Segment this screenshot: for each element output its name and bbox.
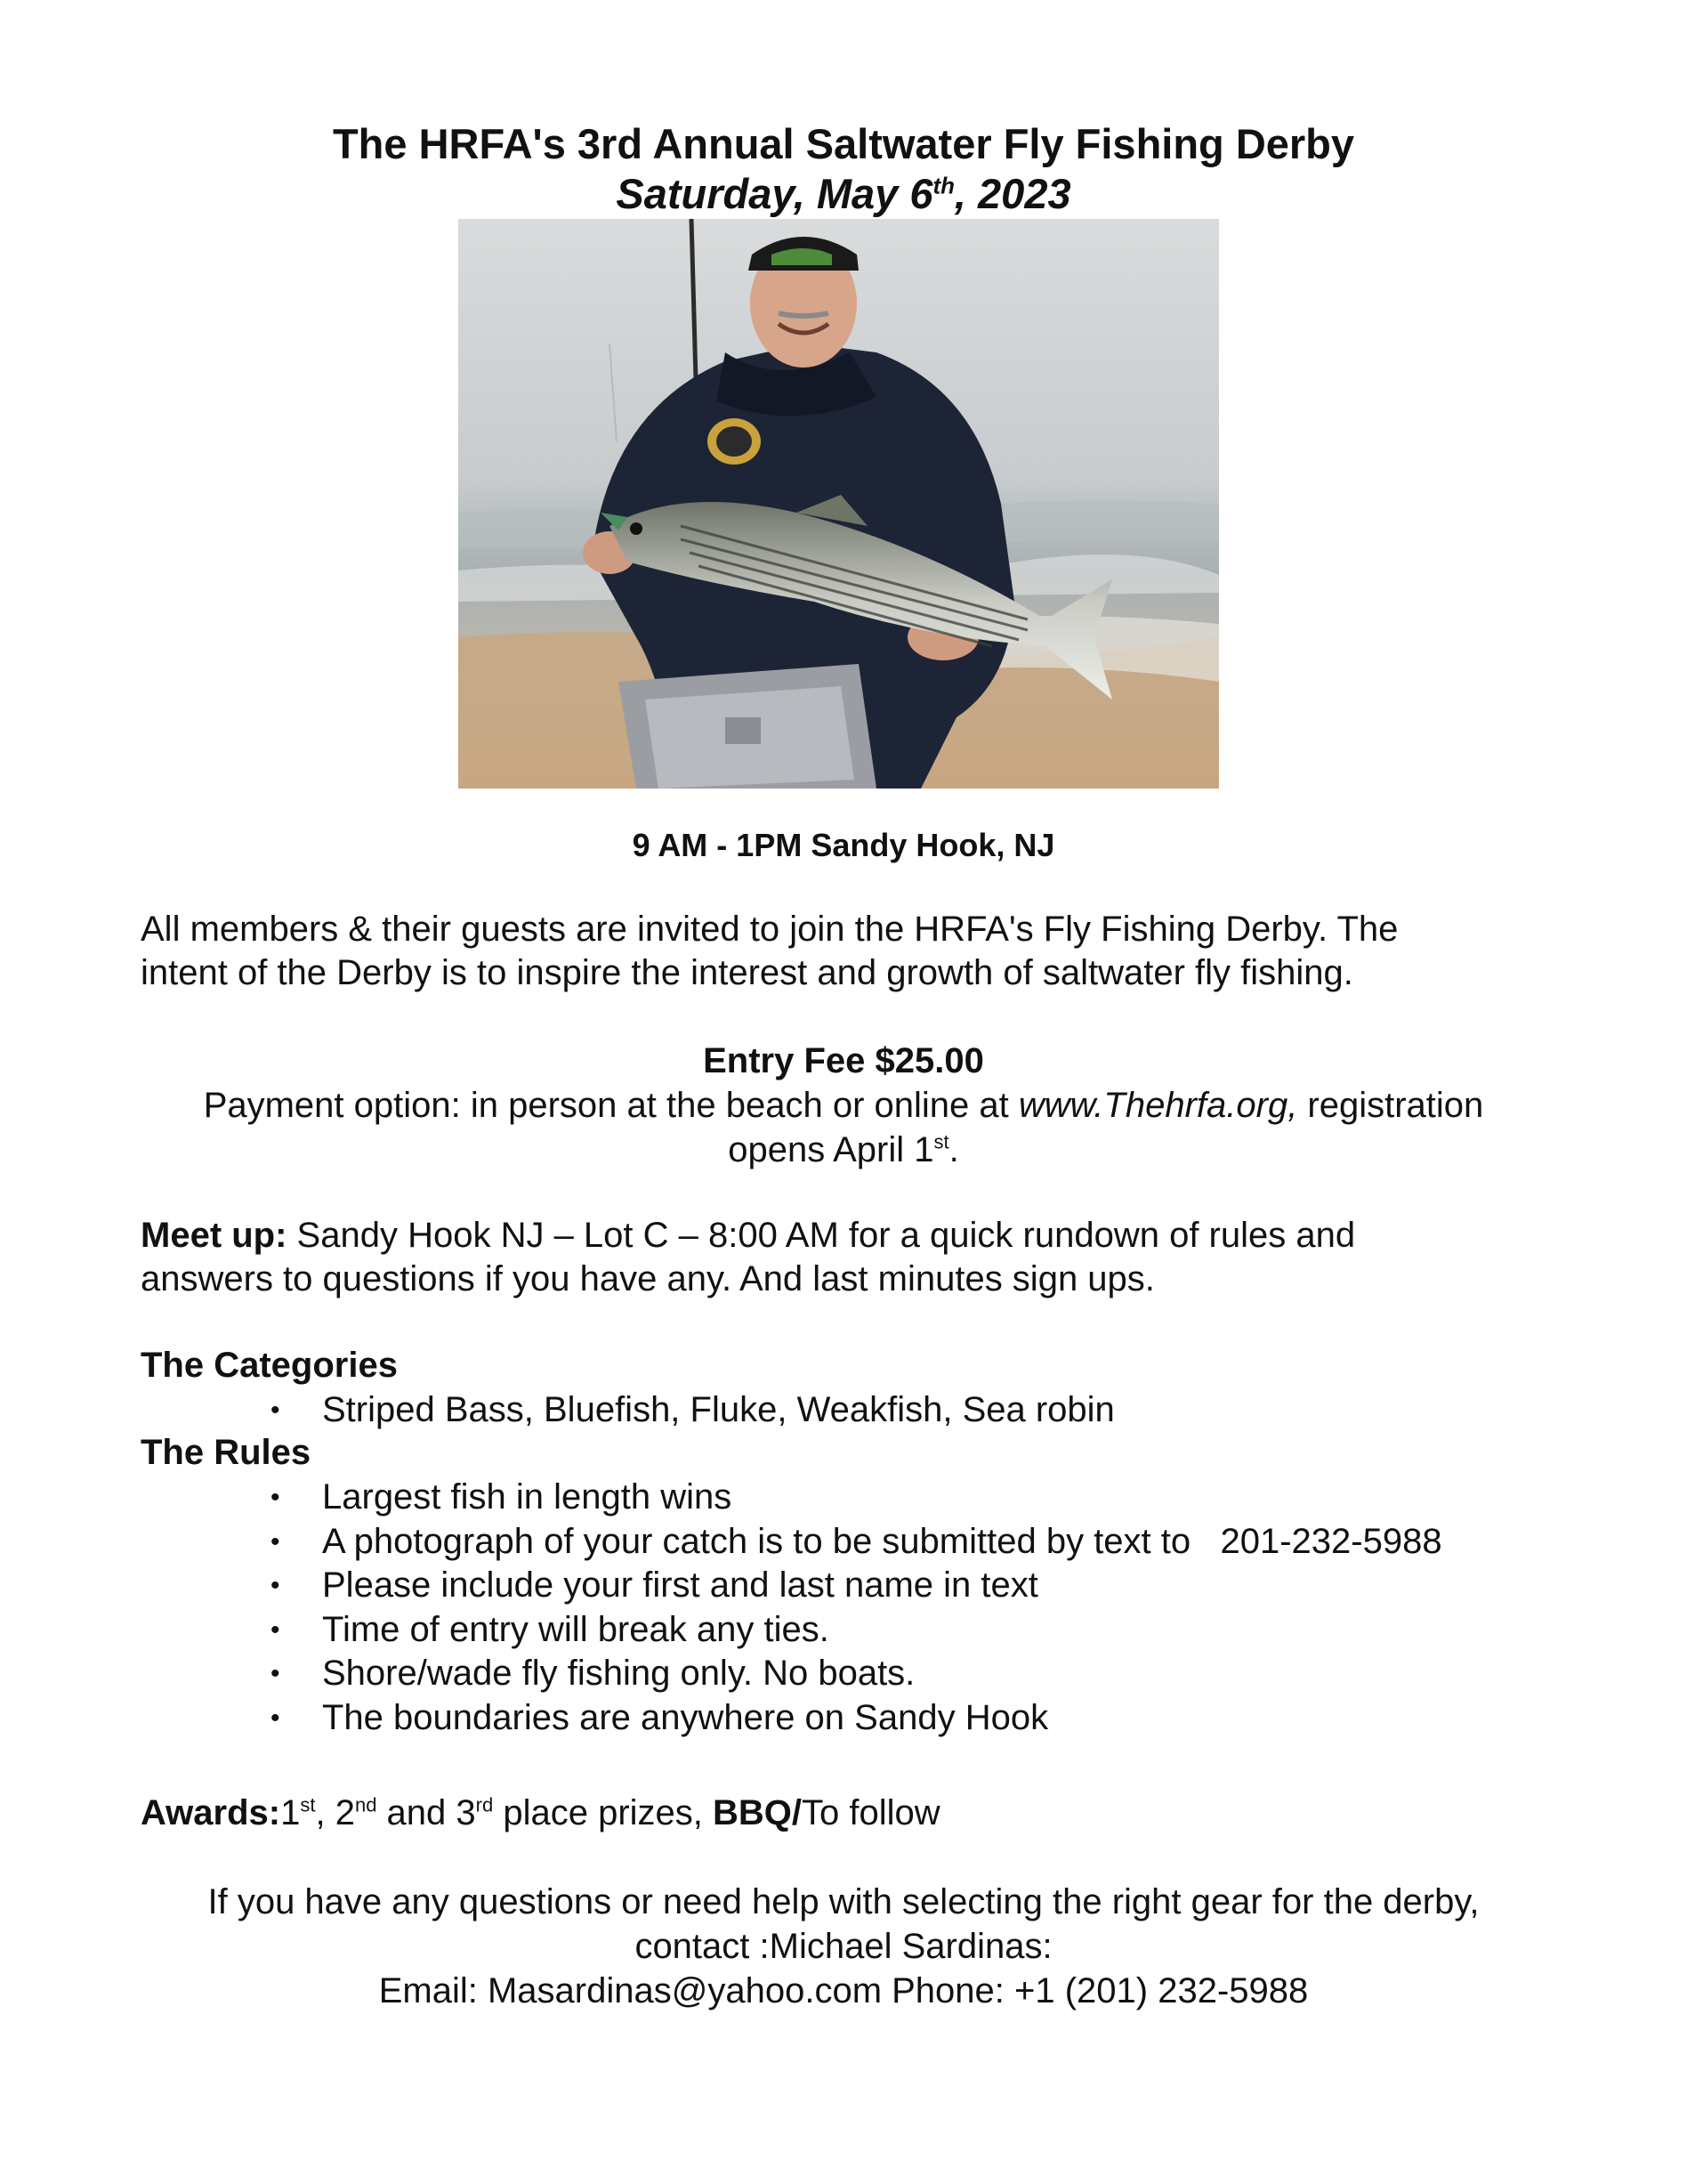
list-item: • Shore/wade fly fishing only. No boats. [267,1652,1442,1696]
awards-text: and 3 [376,1793,476,1832]
awards-ordinal: nd [354,1793,377,1816]
awards-text: place prizes, [493,1793,713,1832]
list-item: • A photograph of your catch is to be submitted by text to 201-232-5988 [267,1520,1442,1565]
list-item: • Please include your first and last name in text [267,1564,1442,1608]
event-date [0,169,1687,219]
event-date-year: , 2023 [954,170,1071,217]
list-item: • Time of entry will break any ties. [267,1608,1442,1653]
registration-opens [89,1128,1598,1172]
meetup-paragraph [141,1214,1564,1301]
categories-list [267,1388,1115,1433]
categories-heading: The Categories [141,1346,398,1385]
intro-line: All members & their guests are invited to join the HRFA's Fly Fishing Derby. The [141,910,1399,949]
entry-fee-section [89,1039,1598,1172]
list-item: • Largest fish in length wins [267,1476,1442,1520]
rules-list [267,1476,1442,1740]
event-time-location: 9 AM - 1PM Sandy Hook, NJ [632,827,1055,863]
awards-ordinal: rd [475,1793,494,1816]
entry-fee-title: Entry Fee $25.00 [703,1041,984,1080]
angler-photo [458,219,1219,789]
contact-details[interactable]: Email: Masardinas@yahoo.com Phone: +1 (201) 232-5988 [378,1971,1309,2010]
contact-line: contact :Michael Sardinas: [634,1927,1053,1966]
intro-line: intent of the Derby is to inspire the interest and growth of saltwater fly fishing. [141,953,1353,992]
event-date-ordinal: th [932,174,955,199]
rules-heading: The Rules [141,1433,311,1472]
registration-opens-end: . [948,1130,959,1169]
payment-text: Payment option: in person at the beach or online at [203,1086,1019,1125]
page-title: The HRFA's 3rd Annual Saltwater Fly Fishing Derby [332,120,1355,167]
contact-line: If you have any questions or need help with selecting the right gear for the derby, [207,1882,1480,1921]
awards-text: , 2 [315,1793,355,1832]
awards-text: 1 [280,1793,301,1832]
registration-opens-text: opens April 1 [728,1130,934,1169]
awards-ordinal: st [300,1793,316,1816]
awards-text: To follow [802,1793,940,1832]
awards-line [141,1792,1564,1835]
website-link[interactable]: www.Thehrfa.org, [1018,1086,1298,1125]
contact-section [89,1880,1598,2013]
payment-text-end: registration [1297,1086,1484,1125]
meetup-text: Sandy Hook NJ – Lot C – 8:00 AM for a quick rundown of rules and [287,1216,1356,1255]
bbq-label: BBQ/ [713,1793,802,1832]
event-date-main: Saturday, May 6 [616,170,933,217]
awards-label: Awards: [141,1793,281,1832]
meetup-text-line2: answers to questions if you have any. And last minutes sign ups. [141,1259,1155,1298]
registration-opens-ordinal: st [933,1130,949,1153]
intro-paragraph [141,908,1564,995]
list-item: • The boundaries are anywhere on Sandy Hook [267,1696,1442,1741]
list-item: • Striped Bass, Bluefish, Fluke, Weakfish, Sea robin [267,1388,1115,1433]
meetup-label: Meet up: [141,1216,287,1255]
payment-option [89,1083,1598,1128]
